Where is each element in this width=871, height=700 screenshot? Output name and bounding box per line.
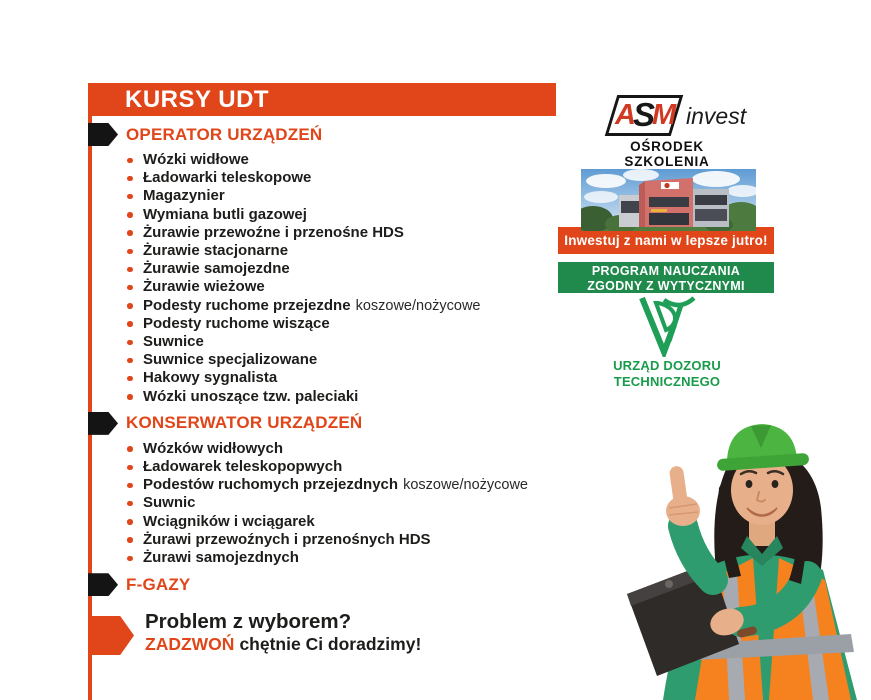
course-list-operator <box>126 151 568 406</box>
building-photo <box>581 169 756 231</box>
slogan-banner: Inwestuj z nami w lepsze jutro! <box>558 227 774 254</box>
list-item <box>126 440 568 458</box>
course-sections <box>88 115 568 597</box>
udt-name-line1: URZĄD DOZORU <box>613 358 721 373</box>
cta-question: Problem z wyborem? <box>145 610 352 633</box>
cta-highlight: ZADZWOŃ <box>145 634 235 654</box>
logo-letters <box>615 96 673 134</box>
course-name: Hakowy sygnalista <box>143 369 278 387</box>
course-name: Żurawie wieżowe <box>143 278 265 296</box>
course-name: Wciągników i wciągarek <box>143 512 315 530</box>
list-item <box>126 333 568 351</box>
course-list-konserwator <box>126 440 568 567</box>
course-name: Suwnice specjalizowane <box>143 351 318 369</box>
list-item <box>126 278 568 296</box>
section-header-fgazy <box>88 572 568 597</box>
course-name: Żurawi samojezdnych <box>143 549 299 567</box>
course-name: Suwnice <box>143 333 204 351</box>
program-banner <box>558 262 774 293</box>
logo-letter-a: A <box>615 99 633 131</box>
cta-text <box>145 610 421 654</box>
course-name: Podesty ruchome wiszące <box>143 314 330 332</box>
course-name: Wózków widłowych <box>143 439 284 457</box>
course-name: Żurawi przewoźnych i przenośnych HDS <box>143 530 431 548</box>
logo-suffix: invest <box>686 103 747 129</box>
list-item <box>126 388 568 406</box>
course-suffix: koszowe/nożycowe <box>403 477 528 494</box>
page-title: KURSY UDT <box>88 83 556 116</box>
arrow-right-icon <box>88 616 134 655</box>
section-title: OPERATOR URZĄDZEŃ <box>126 124 323 144</box>
udt-name-line2: TECHNICZNEGO <box>613 373 721 389</box>
course-name: Wymiana butli gazowej <box>143 205 307 223</box>
cta-rest: chętnie Ci doradzimy! <box>239 634 422 654</box>
program-banner-line2: ZGODNY Z WYTYCZNYMI <box>587 278 745 293</box>
course-name: Wózki widłowe <box>143 151 249 168</box>
list-item <box>126 513 568 531</box>
list-item <box>126 351 568 369</box>
cta-answer <box>145 634 421 654</box>
course-name: Wózki unoszące tzw. paleciaki <box>143 387 359 405</box>
section-title: F-GAZY <box>126 574 191 594</box>
course-name: Podestów ruchomych przejezdnych <box>143 476 399 494</box>
list-item <box>126 224 568 242</box>
course-name: Suwnic <box>143 494 196 512</box>
list-item <box>126 187 568 205</box>
list-item <box>126 315 568 333</box>
section-header-operator <box>88 122 568 147</box>
course-name: Żurawie samojezdne <box>143 260 290 278</box>
list-item <box>126 169 568 187</box>
list-item <box>126 151 568 169</box>
course-name: Ładowarki teleskopowe <box>143 169 312 187</box>
logo-letter-m: M <box>651 99 674 131</box>
udt-logo-icon <box>636 295 698 357</box>
section-title: KONSERWATOR URZĄDZEŃ <box>126 413 363 433</box>
arrow-right-icon <box>88 573 118 596</box>
course-suffix: koszowe/nożycowe <box>355 297 481 314</box>
list-item <box>126 369 568 387</box>
contact-cta <box>88 610 421 654</box>
list-item <box>126 242 568 260</box>
trainer-photo <box>611 408 871 700</box>
list-item <box>126 297 568 315</box>
training-center-label: OŚRODEK SZKOLENIA <box>624 139 710 169</box>
arrow-right-icon <box>88 123 118 146</box>
section-header-konserwator <box>88 411 568 436</box>
udt-name <box>586 358 748 389</box>
course-name: Żurawie stacjonarne <box>143 242 289 260</box>
course-name: Żurawie przewoźne i przenośne HDS <box>143 223 404 241</box>
course-name: Magazynier <box>143 187 225 205</box>
list-item <box>126 494 568 512</box>
course-name: Podesty ruchome przejezdne <box>143 296 351 314</box>
list-item <box>126 549 568 567</box>
list-item <box>126 476 568 494</box>
list-item <box>126 458 568 476</box>
program-banner-line1: PROGRAM NAUCZANIA <box>591 264 741 278</box>
list-item <box>126 206 568 224</box>
list-item <box>126 260 568 278</box>
arrow-right-icon <box>88 412 118 435</box>
list-item <box>126 531 568 549</box>
logo-letter-s: S <box>632 96 652 133</box>
course-name: Ładowarek teleskopopwych <box>143 458 343 476</box>
